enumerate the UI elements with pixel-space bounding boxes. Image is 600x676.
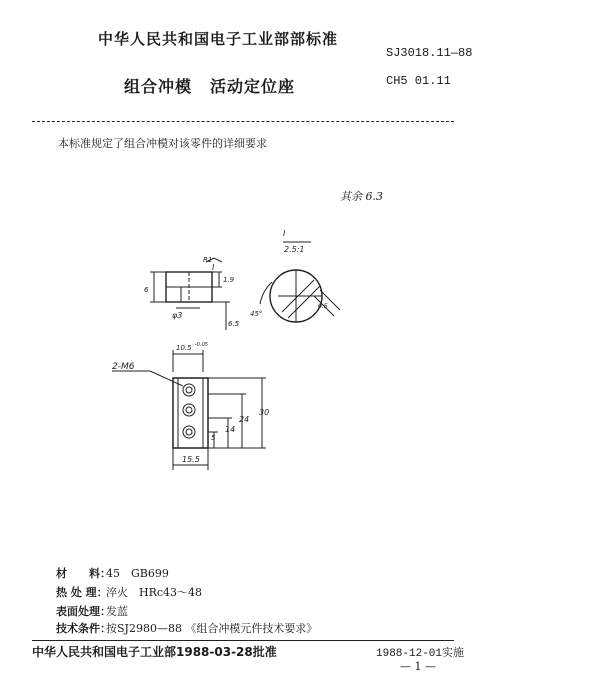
spec-label: 热 处 理： — [56, 586, 108, 599]
width-dim-15-5: 15.5 — [182, 455, 200, 464]
length-dim-30: 30 — [259, 408, 270, 417]
thread-callout: 2-M6 — [112, 362, 135, 372]
length-dim-14: 14 — [225, 425, 236, 434]
radius-dim: R1 — [203, 256, 213, 264]
spec-heat-treatment — [56, 584, 202, 600]
issuing-organization: 中华人民共和国电子工业部部标准 — [98, 30, 339, 48]
spec-label: 材 料： — [56, 567, 111, 580]
approval-text: 中华人民共和国电子工业部1988-03-28批准 — [32, 645, 277, 659]
spec-value: 按SJ2980—88 《组合冲模元件技术要求》 — [106, 622, 318, 635]
section-view — [150, 258, 230, 330]
implementation-date: 1988-12-01实施 — [376, 648, 465, 660]
spec-value: 淬火 HRc43～48 — [106, 586, 203, 599]
spec-label: 表面处理： — [56, 605, 111, 618]
section-marker: I — [212, 263, 215, 272]
roughness-note: 其余 6.3 — [340, 190, 383, 203]
spec-material — [56, 565, 169, 581]
spec-value: 45 GB699 — [106, 567, 169, 580]
width-top-dim: 10.5 — [176, 344, 192, 352]
front-view — [112, 350, 266, 470]
spec-label: 技术条件： — [56, 622, 111, 635]
title-part-2: 活动定位座 — [210, 77, 296, 96]
footer-divider — [32, 640, 454, 641]
page-number: — 1 — — [400, 660, 436, 673]
width-top-tolerance: -0.05 — [195, 342, 208, 348]
detail-dim-0-5: 0.5 — [318, 303, 328, 310]
scope-text: 本标准规定了组合冲模对该零件的详细要求 — [58, 137, 267, 150]
spec-value: 发蓝 — [106, 605, 128, 618]
spec-surface-treatment — [56, 603, 128, 619]
detail-scale: 2.5:1 — [284, 245, 305, 254]
title-part-1: 组合冲模 — [124, 77, 193, 96]
height-dim-1-9: 1.9 — [223, 276, 235, 284]
length-dim-5: 5 — [211, 434, 216, 442]
bottom-dim-6-5: 6.5 — [228, 320, 240, 328]
spec-technical-conditions — [56, 620, 317, 636]
detail-view — [260, 242, 340, 322]
diameter-dim: φ3 — [172, 311, 183, 320]
height-dim-6: 6 — [144, 286, 149, 294]
angle-dim: 45° — [250, 310, 263, 318]
old-standard-number: CH5 01.11 — [386, 74, 451, 88]
length-dim-24: 24 — [239, 415, 250, 424]
standard-number: SJ3018.11—88 — [386, 46, 473, 60]
detail-label: I — [283, 229, 286, 238]
